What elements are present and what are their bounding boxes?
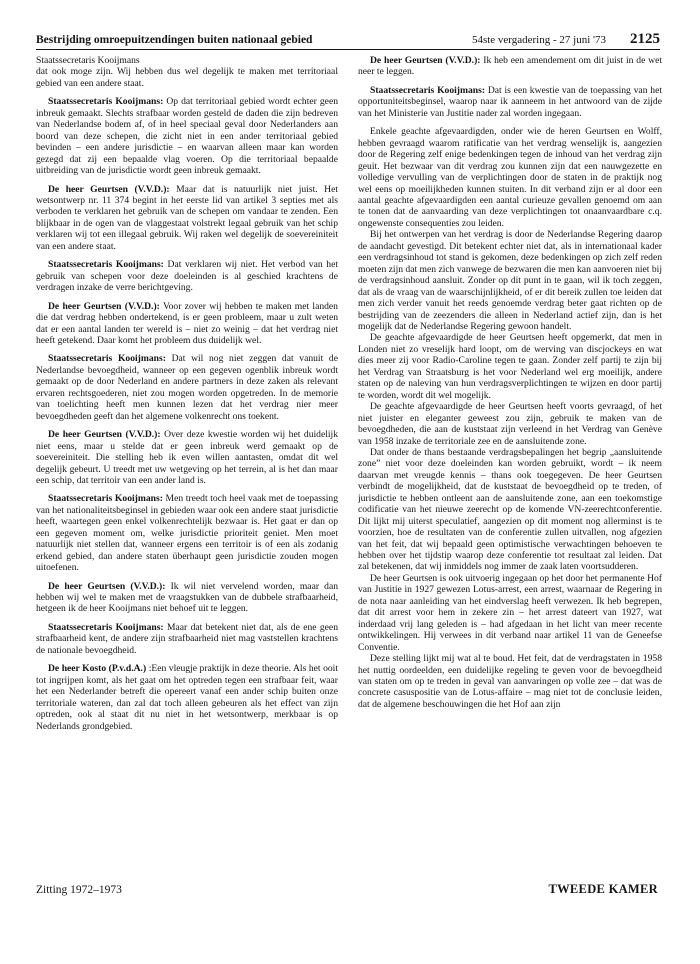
paragraph — [36, 96, 338, 176]
paragraph-text: Ik wil niet vervelend worden, maar dan hebben wij wel te maken met de vraagstukken van de dubbele strafbaarheid, hetgeen ik de heer Kooijmans niet behoef uit te leggen. — [36, 580, 338, 615]
paragraph-text: Ik heb een amendement om dit juist in de wet neer te leggen. — [358, 55, 662, 78]
paragraph-text: :Een vleugje praktijk in deze theorie. Als het ooit tot ingrijpen komt, als het gaat om het optreden tegen een strafbaar feit, waar het een Nederlander betreft die opereert vanaf een ander schip buiten onze territoriale wateren, dan zal dat toch alleen gebeuren als het effect van zijn optreden, ook al staat dit nu niet in het wetsontwerp, merkbaar is op Nederlands grondgebied. — [36, 663, 338, 732]
paragraph-text: De geachte afgevaardigde de heer Geurtsen heeft opgemerkt, dat men in Londen niet zo vreselijk hard loopt, om de werving van discjockeys en wat dies meer zij voor Radio-Caroline tegen te gaan. Zonder zelf partij te zijn bij het Verdrag van Straatsburg is het voor Nederland wel erg moeilijk, andere staten op de naleving van hun verdragsverplichtingen te wijzen en door partij te worden, wordt dit wel mogelijk. — [358, 332, 662, 401]
speaker-name: De heer Kosto (P.v.d.A.) — [48, 663, 147, 675]
speaker-name: De heer Geurtsen (V.V.D.): — [48, 429, 161, 441]
page-number: 2125 — [630, 31, 660, 47]
paragraph — [36, 663, 338, 732]
paragraph — [358, 332, 662, 401]
paragraph-text: Dat verklaren wij niet. Het verbod van het gebruik van schepen voor deze doeleinden is al geschied krachtens de verdragen inzake de verre berichtgeving. — [36, 259, 338, 294]
speaker-name: Staatssecretaris Kooijmans: — [48, 621, 164, 633]
speaker-name: Staatssecretaris Kooijmans: — [48, 493, 163, 505]
paragraph — [358, 447, 662, 573]
paragraph — [36, 184, 338, 253]
paragraph — [36, 429, 338, 486]
speaker-name: De heer Geurtsen (V.V.D.): — [48, 580, 166, 592]
paragraph — [36, 66, 338, 89]
paragraph — [36, 581, 338, 615]
paragraph — [36, 622, 338, 656]
paragraph-text: De geachte afgevaardigde de heer Geurtsen heeft voorts gevraagd, of het niet juister en eleganter geweest zou zijn, gebruik te maken van de bevoegdheden, die aan de kuststaat zijn verleend in het Verdrag van Genève van 1958 inzake de territoriale zee en de aansluitende zone. — [358, 401, 662, 447]
running-title: Bestrijding omroepuitzendingen buiten nationaal gebied — [36, 34, 313, 46]
speaker-name: Staatssecretaris Kooijmans: — [48, 96, 164, 108]
paragraph — [358, 229, 662, 332]
paragraph — [358, 573, 662, 653]
paragraph-text: Men treedt toch heel vaak met de toepassing van het nationaliteitsbeginsel in gebieden waar ook een andere staat jurisdictie heeft, waartegen geen enkel volkenrechtelijk bezwaar is. Het gaat er dan op een gegeven moment om, welke jurisdictie prioriteit geniet. Men moet natuurlijk niet stellen dat, wanneer ergens een territoir is of een als zodanig erkend gebied, dan andere staten überhaupt geen jurisdictie zouden mogen uitoefenen. — [36, 493, 338, 574]
paragraph — [36, 353, 338, 422]
paragraph-text: Dat onder de thans bestaande verdragsbepalingen het begrip „aansluitende zone” niet voor deze doeleinden kan worden gebruikt, wordt – ik neem daarvan met vreugde kennis – thans ook toegegeven. De heer Geurtsen verbindt de mogelijkheid, dat de kuststaat de bevoegdheid op te treden, of jurisdictie te hebben ontleent aan de aansluitende zone, aan een toekomstige codificatie van het nieuwe zeerecht op de komende VN-zeerechtconferentie. Dit lijkt mij uiterst speculatief, aangezien op dit moment nog allerminst is te voorzien, hoe de resultaten van de conferentie zullen uitvallen, nog afgezien van het feit, dat wij bepaald geen optimistische verwachtingen behoeven te hebben over het tijdstip waarop deze conferentie tot resultaat zal leiden. Dat zal betekenen, dat wij inmiddels nog immer de zaak laten voortsudderen. — [358, 446, 662, 573]
speaker-name: Staatssecretaris Kooijmans: — [48, 259, 164, 271]
running-speaker-heading: Staatssecretaris Kooijmans — [36, 55, 140, 66]
speaker-name: De heer Geurtsen (V.V.D.): — [48, 300, 160, 312]
speaker-name: Staatssecretaris Kooijmans: — [370, 84, 486, 96]
paragraph-text: Dat wil nog niet zeggen dat vanuit de Nederlandse bevoegdheid, wanneer op een gegeven ogenblik inbreuk wordt gemaakt op de door Nederland en andere partners in deze zaken als relevant ervaren rechtsgoederen, niet zou mogen worden opgetreden. In de memorie van toelichting heeft men kunnen lezen dat het verdrag nier meer bevoegdheden geeft dan het algemene volkenrecht ons toekent. — [36, 353, 338, 422]
paragraph-text: Over deze kwestie worden wij het duidelijk niet eens, maar u stelde dat er geen inbreuk werd gemaakt op de soevereiniteit. Die stelling heb ik even willen aantasten, omdat dit wel degelijk gebeurt. U treedt met uw wetgeving op het terrein, al is het dan maar een schip, dat territoir van een ander land is. — [36, 429, 338, 486]
paragraph — [36, 493, 338, 573]
paragraph-text: Bij het ontwerpen van het verdrag is door de Nederlandse Regering daarop de aandacht gevestigd. Dit betekent echter niet dat, als in internationaal kader een verdragsinhoud tot stand is gekomen, deze bedenkingen op zich zelf reden moeten zijn dat men zich vanwege de bezwaren die men kan aanvoeren niet bij de verdragsinhoud aansluit. Zonder op dit punt in te gaan, wil ik toch zeggen, dat als de vraag van de waarschijnlijkheid, of er dit bereik zullen toe leiden dat men zich verder vanuit het reeds genoemde verdrag beter gaat richten op de bestrijding van de zeezenders die alleen in Nederland actief zijn, dan is het mogelijk dat de Nederlandse Regering gewoon handelt. — [358, 229, 662, 332]
session-label: Zitting 1972–1973 — [36, 884, 122, 896]
paragraph — [358, 653, 662, 710]
paragraph-text: dat ook moge zijn. Wij hebben dus wel degelijk te maken met territoriaal gebied van een andere staat. — [36, 66, 338, 89]
speaker-name: De heer Geurtsen (V.V.D.): — [370, 55, 481, 66]
paragraph-text: Enkele geachte afgevaardigden, onder wie de heren Geurtsen en Wolff, hebben gevraagd waarom ratificatie van het verdrag wenselijk is, aangezien door de Regering zelf enige bedenkingen tegen de inhoud van het verdrag zijn geuit. Het bezwaar van dit verdrag zou kunnen zijn dat een nauwgezette en volledige vervulling van de verplichtingen door de staten in de praktijk nog wel eens op moeilijkheden kunnen stuiten. In dit verband zijn er al door een aantal geachte afgevaardigden een aantal curieuze gevallen genoemd om aan te tonen dat de aanvaarding van deze verplichtingen tot onaanvaardbare c.q. ongewenste consequenties zou leiden. — [358, 126, 662, 229]
paragraph-text: Maar dat betekent niet dat, als de ene geen strafbaarheid kent, de andere zijn strafbaarheid niet mag vaststellen krachtens de nationale bevoegdheid. — [36, 621, 338, 656]
paragraph — [358, 55, 662, 78]
paragraph-text: De heer Geurtsen is ook uitvoerig ingegaan op het door het permanente Hof van Justitie in 1927 gewezen Lotus-arrest, een arrest, waarnaar de Regering in de nota naar aanleiding van het eindverslag heeft verwezen. Ik heb begrepen, dat dit arrest voor hem in zekere zin – het arrest dateert van 1927, wat inderdaad vrij lang geleden is – had afgedaan in het licht van meer recente ontwikkelingen. Hij verwees in dit verband naar artikel 11 van de Geneefse Conventie. — [358, 572, 662, 653]
paragraph — [36, 259, 338, 293]
paragraph-text: Deze stelling lijkt mij wat al te boud. Het feit, dat de verdragstaten in 1958 het nuttig oordeelden, een duidelijke regeling te geven voor de bevoegdheid van staten om op te treden in geval van aanvaringen op volle zee – dat was de concrete casuspositie van de Lotus-affaire – mag niet tot de conclusie leiden, dat de algemene beschouwingen die het Hof aan zijn — [358, 653, 662, 710]
left-column — [36, 55, 338, 875]
speaker-name: De heer Geurtsen (V.V.D.): — [48, 183, 170, 195]
paragraph-text: Maar dat is natuurlijk niet juist. Het wetsontwerp nr. 11 374 begint in het eerste lid van artikel 3 septies met als verboden te verklaren het gebruik van de schepen om vandaar te zenden. Een blijkbaar in de ogen van de vlaggestaat volstrekt legaal gebruik van het schip verklaren wij tot een illegaal gebruik. Wij raken wel degelijk de soevereiniteit van een andere staat. — [36, 183, 338, 252]
paragraph — [36, 301, 338, 347]
paragraph — [358, 126, 662, 229]
page-header — [36, 30, 660, 50]
paragraph-text: Dat is een kwestie van de toepassing van het opportuniteitsbeginsel, waarop naar ik aanneem in het antwoord van de zijde van het Ministerie van Justitie nader zal worden ingegaan. — [358, 84, 662, 119]
paragraph-text: Voor zover wij hebben te maken met landen die dat verdrag hebben ondertekend, is er geen probleem, maar u zult weten dat er een aantal landen ter wereld is – niet zo weinig – dat het verdrag niet heeft getekend. Daar komt het probleem dus duidelijk wel. — [36, 300, 338, 346]
paragraph — [358, 401, 662, 447]
meeting-date: 54ste vergadering - 27 juni '73 — [471, 34, 606, 46]
right-column — [358, 55, 662, 875]
paragraph — [358, 85, 662, 119]
chamber-label: TWEEDE KAMER — [548, 882, 658, 896]
speaker-name: Staatssecretaris Kooijmans: — [48, 353, 166, 365]
paragraph-text: Op dat territoriaal gebied wordt echter geen inbreuk gemaakt. Slechts strafbaar worden gesteld de daden die zijn bedreven van Nederlandse bodem af, of in heel speciaal geval door Nederlanders aan boord van deze schepen, die zicht niet in een ander territoriaal gebied bevinden – een andere jurisdictie – en waarvan alleen maar kan worden gezegd dat zij een bepaalde vlag voeren. Op die territoriaal bepaalde uitbreiding van de jurisdictie wordt geen inbreuk gemaakt. — [36, 96, 338, 177]
